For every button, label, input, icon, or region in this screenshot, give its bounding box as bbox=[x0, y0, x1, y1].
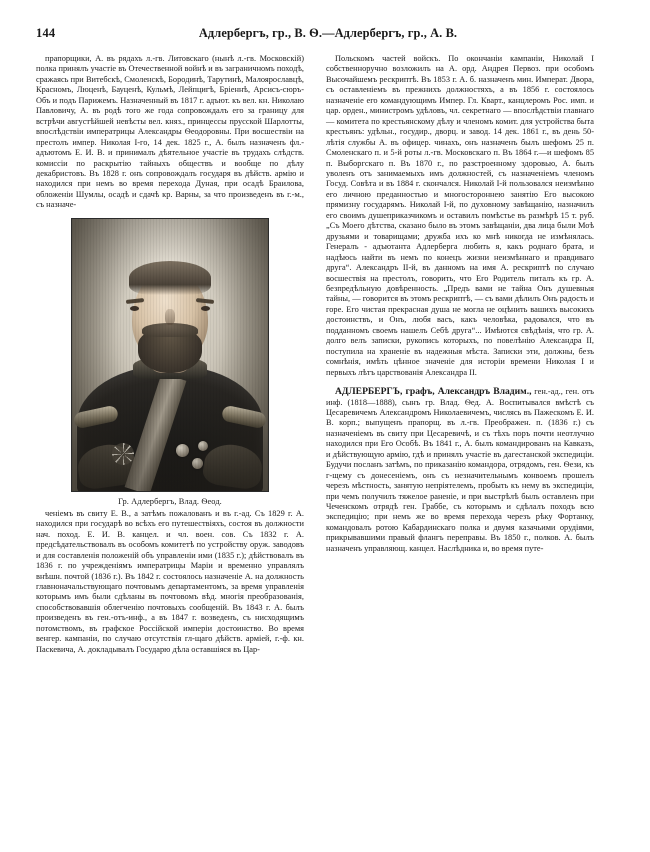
right-column bbox=[326, 54, 594, 554]
right-paragraph-1: Польскомъ частей войскъ. По окончаніи кампаніи, Николай I собственноручно возложилъ на А. орд. Андрея Первоз. при особомъ Высочайшемъ рескриптѣ. Въ 1853 г. А. б. назначенъ мин. Императ. Двора, съ оставленіемъ въ прежнихъ должностяхъ, а въ 1856 г. состоялось назначеніе его командующимъ Импер. Гл. Кварт., канцлеромъ Рос. имп. и цар. орден., министромъ удѣловъ, чл. секретнаго — впослѣдствіи главнаго — комитета по крестьянскому дѣлу и членомъ комит. для устройства быта крестьянъ: удѣльн., госудир., дворц. и завод. 14 дек. 1861 г., въ день 50-лѣтія службы А. въ офицер. чинахъ, онъ назначенъ былъ шефомъ 25 п. Смоленскаго п. и 5-й роты л.-гв. Московскаго п. Въ 1864 г.—и шефомъ 85 п. Выборгскаго п. Въ 1870 г., по разстроенному здоровью, А. былъ уволенъ отъ занимаемыхъ имъ должностей, съ назначеніемъ членомъ Госуд. Совѣта и въ 1884 г. скончался. Николай I-й пользовался неизмѣнно его личною преданностью и многостороннею занятію Его высокою прямизну государямъ. Николай I-й, по духовному завѣщанію, назначилъ его своимъ душеприказчикомъ и оставилъ помѣстье въ размѣрѣ 15 т. руб. „Съ Моего дѣтства, сказано было въ этомъ завѣщаніи, два лица были Моѣ друзьями и товарищами; дружба ихъ ко мнѣ никогда не измѣнялась. Генералъ - адъютанта Адлерберга любить я, какъ роднаго брата, и надѣюсь найти въ немъ по конецъ жизни неизмѣннаго и правдиваго друга“. Александръ II-й, въ данномъ на имя А. рескриптѣ по случаю восшествія на престолъ, говорить, что Его Родитель питалъ къ гр. А. безпредѣльную довѣренность. „Предъ вами не тайна Онъ душевныя тайны, — говорится въ этомъ рескриптѣ, — съ вами дѣлилъ Онъ радость и горе. Его чистая прекрасная душа не могла не оцѣнить вашихъ высокихъ достоинствъ, и Онъ, любя васъ, какъ человѣка, радовался, что въ подданномъ своемъ нашелъ Себѣ друга“... Имѣются свѣдѣнія, что гр. А. долго велъ записки, рукопись которыхъ, по повелѣнію Александра II, поступила на храненіе въ надежныя мѣста. Записки эти, должны, безъ сомнѣнія, имѣть цѣнное значеніе для исторіи времени Николая I и первыхъ лѣтъ царствованія Александра II. bbox=[326, 54, 594, 377]
entry-headword: АДЛЕРБЕРГЪ, графъ, Александръ Владим., bbox=[335, 386, 532, 398]
dictionary-entry bbox=[326, 387, 594, 554]
two-column-layout bbox=[36, 54, 616, 655]
portrait-image bbox=[71, 218, 269, 492]
page-header bbox=[36, 26, 616, 42]
left-paragraph-1: прапорщики, А. въ рядахъ л.-гв. Литовскаго (нынѣ л.-гв. Московскій) полка принялъ участіе въ Отечественной войнѣ и въ заграничномъ походѣ, сражаясь при Витебскѣ, Смоленскѣ, Бородинѣ, Тарутинѣ, Малоярославцѣ, Красномъ, Люценѣ, Бауценѣ, Кульмѣ, Лейпцигѣ, Бріеннѣ, Арсисъ-сюръ-Объ и подъ Парижемъ. Назначенный въ 1817 г. адъют. къ вел. кн. Николаю Павловичу, А. въ родѣ того же года сопровождалъ его за границу для встрѣчи августѣйшей невѣсты вел. княз., принцессы прусской Шарлотты, впослѣдствіи императрицы Александры Ѳеодоровны. При восшествіи на престолъ импер. Николая I-го, 14 дек. 1825 г., А. былъ назначенъ фл.-адъютомъ Е. И. В. и принималъ дѣятельное участіе въ трудахъ слѣдств. комиссіи по раскрытію тайныхъ обществъ и вообще по дѣлу декабристовъ. Въ 1828 г. онъ сопровождалъ государя въ дѣйств. армію и находился при немъ во время перехода Дуная, при осадѣ Браилова, обложеніи Шумлы, осадѣ и сдачѣ кр. Варны, за что произведенъ въ г.-м., съ назначе- bbox=[36, 54, 304, 210]
vignette bbox=[72, 219, 268, 491]
left-paragraph-2: ченіемъ въ свиту Е. В., а затѣмъ пожалованъ и въ г.-ад. Съ 1829 г. А. находился при государѣ во всѣхъ его путешествіяхъ, состоя въ должности нач. поход. Е. И. В. канцел. и чл. воен. сов. Съ 1832 г. А. предсѣдательствовалъ въ особомъ комитетѣ по устройству оруж. заводовъ и для составленія положеній объ управленіи ими (1835 г.); дѣйствовалъ въ 1836 г. по учрежденіямъ императрицы Марiи и временно управлялъ внѣшн. почтой (1836 г.). Въ 1842 г. состоялось назначеніе А. на должность главноначальствующаго почтовымъ департаментомъ, за время управленія которымъ имъ были сдѣланы въ почтовомъ вѣд. многія преобразованія, способствовавшія облегченію почтовыхъ сообщеній. Въ 1843 г. А. былъ произведенъ въ ген.-отъ-инф., а въ 1847 г. возведенъ, съ нисходящимъ потомствомъ, въ графское Россійской имперіи достоинство. Во время венгер. кампаніи, по случаю отсутствія гл-щаго дѣйств. арміей, г.-ф. кн. Паскевича, А. докладывалъ Государю дѣла оставшіяся въ Цар- bbox=[36, 508, 304, 654]
running-title: Адлербергъ, гр., В. Ѳ.—Адлербергъ, гр., А. В. bbox=[198, 26, 458, 40]
folio-number: 144 bbox=[36, 26, 56, 40]
portrait-figure bbox=[36, 218, 304, 506]
left-column bbox=[36, 54, 304, 655]
figure-caption: Гр. Адлербергъ, Влад. Ѳеод. bbox=[118, 496, 222, 506]
entry-paragraph bbox=[326, 387, 594, 554]
entry-text: ген.-ад., ген. отъ инф. (1818—1888), сынъ гр. Влад. Ѳед. А. Воспитывался вмѣстѣ съ Цесаревичемъ Александромъ Николаевичемъ, числясь въ Пажескомъ Е. И. В. корп.; выпущенъ прапорщ. въ л.-гв. Преображен. п. (1836 г.) съ назначеніемъ въ свиту при Цесаревичѣ, и съ тѣхъ поръ почти неотлучно находился при Его Особѣ. Въ 1841 г., А. былъ командированъ на Кавказъ, и дѣйствующую армію, гдѣ и принялъ участіе въ дагестанской экспедиціи. Будучи посланъ затѣмъ, по приказанію командора, отрядомъ, ген. Ѳези, къ г-щему съ донесеніемъ, онъ съ незначительнымъ конвоемъ прошелъ черезъ мѣстность, занятую непріятелемъ, пробыть къ нему въ экспедиціи, при чемъ получилъ тяжелое раненіе, и при выстрѣлѣ былъ оставленъ при Чеченскомъ отрядѣ ген. Граббе, съ которымъ и сдѣлалъ походъ всю экспедицію; при немъ же во время перехода черезъ рѣку Фортанку, командовалъ ротою Кабардинскаго полка и двумя казачьими орудіями, прикрывавшими правый флангъ переправы. Въ 1850 г., полков. А. былъ назначенъ управляющ. канцел. Наслѣдника и, во время путе- bbox=[326, 387, 594, 553]
